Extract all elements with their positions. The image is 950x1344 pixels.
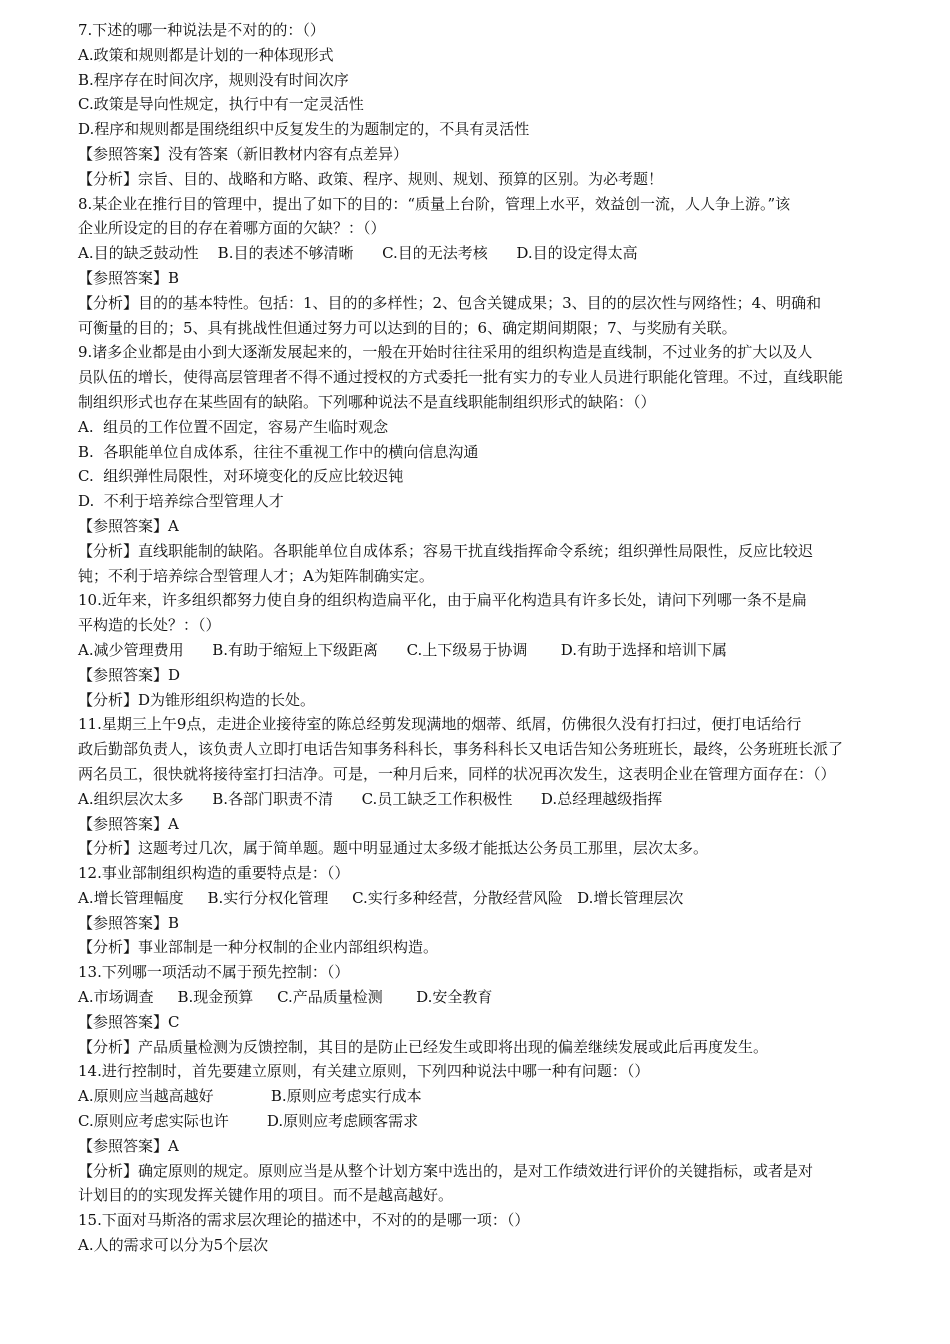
option-d: D.程序和规则都是围绕组织中反复发生的为题制定的，不具有灵活性: [78, 120, 530, 139]
options-row: A.组织层次太多 B.各部门职责不清 C.员工缺乏工作积极性 D.总经理越级指挥: [78, 789, 663, 808]
question-15: [78, 1208, 906, 1258]
option-b: B.程序存在时间次序，规则没有时间次序: [78, 70, 349, 89]
option-a: A.政策和规则都是计划的一种体现形式: [78, 45, 334, 64]
analysis-line: 【分析】直线职能制的缺陷。各职能单位自成体系；容易干扰直线指挥命令系统；组织弹性局限性，反应比较迟: [78, 541, 814, 560]
option-c: C.政策是导向性规定，执行中有一定灵活性: [78, 95, 364, 114]
analysis-line: 【分析】目的的基本特性。包括：1、目的的多样性；2、包含关键成果；3、目的的层次性与网络性；4、明确和: [78, 293, 822, 312]
question-text: 9.诸多企业都是由小到大逐渐发展起来的，一般在开始时往往采用的组织构造是直线制，不过业务的扩大以及人: [78, 343, 813, 362]
option-b: B. 各职能单位自成体系，往往不重视工作中的横向信息沟通: [78, 442, 479, 461]
analysis-line: 【分析】宗旨、目的、战略和方略、政策、程序、规则、规划、预算的区别。为必考题！: [78, 169, 664, 188]
options-row: A.目的缺乏鼓动性 B.目的表述不够清晰 C.目的无法考核 D.目的设定得太高: [78, 244, 638, 263]
answer-line: 【参照答案】A: [78, 516, 179, 535]
analysis-line: 【分析】确定原则的规定。原则应当是从整个计划方案中选出的，是对工作绩效进行评价的关键指标，或者是对: [78, 1161, 814, 1180]
question-11: [78, 712, 906, 861]
options-row: A.增长管理幅度 B.实行分权化管理 C.实行多种经营，分散经营风险 D.增长管理层次: [78, 888, 684, 907]
question-text: 13.下列哪一项活动不属于预先控制：（）: [78, 963, 350, 982]
analysis-line: 【分析】产品质量检测为反馈控制，其目的是防止已经发生或即将出现的偏差继续发展或此后再度发生。: [78, 1037, 769, 1056]
question-text-cont: 政后勤部负责人，该负责人立即打电话告知事务科科长，事务科科长又电话告知公务班班长，最终，公务班班长派了: [78, 740, 844, 759]
analysis-line: 【分析】这题考过几次，属于简单题。题中明显通过太多级才能抵达公务员工那里，层次太多。: [78, 839, 709, 858]
question-text-cont: 企业所设定的目的存在着哪方面的欠缺？：（）: [78, 219, 386, 238]
question-10: [78, 588, 906, 712]
answer-line: 【参照答案】B: [78, 268, 180, 287]
options-row-2: C.原则应考虑实际也许 D.原则应考虑顾客需求: [78, 1112, 419, 1131]
option-d: D. 不利于培养综合型管理人才: [78, 492, 284, 511]
question-14: [78, 1059, 906, 1208]
analysis-line: 【分析】事业部制是一种分权制的企业内部组织构造。: [78, 938, 439, 957]
question-text: 11.星期三上午9点，走进企业接待室的陈总经剪发现满地的烟蒂、纸屑，仿佛很久没有打扫过，便打电话给行: [78, 715, 802, 734]
option-a: A.人的需求可以分为5个层次: [78, 1236, 269, 1255]
option-a: A. 组员的工作位置不固定，容易产生临时观念: [78, 417, 389, 436]
options-row: A.市场调查 B.现金预算 C.产品质量检测 D.安全教育: [78, 988, 493, 1007]
question-13: [78, 960, 906, 1059]
answer-line: 【参照答案】B: [78, 913, 180, 932]
question-text: 8.某企业在推行目的管理中，提出了如下的目的：“质量上台阶，管理上水平，效益创一流，人人争上游。”该: [78, 194, 791, 213]
question-text: 14.进行控制时，首先要建立原则，有关建立原则，下列四种说法中哪一种有问题：（）: [78, 1062, 650, 1081]
question-text-cont: 平构造的长处？：（）: [78, 616, 221, 635]
question-text: 12.事业部制组织构造的重要特点是：（）: [78, 864, 350, 883]
analysis-line-cont: 计划目的的实现发挥关键作用的项目。而不是越高越好。: [78, 1186, 454, 1205]
option-c: C. 组织弹性局限性，对环境变化的反应比较迟钝: [78, 467, 404, 486]
question-text-cont: 制组织形式也存在某些固有的缺陷。下列哪种说法不是直线职能制组织形式的缺陷：（）: [78, 392, 656, 411]
options-row-1: A.原则应当越高越好 B.原则应考虑实行成本: [78, 1087, 422, 1106]
question-12: [78, 861, 906, 960]
question-9: [78, 340, 906, 588]
analysis-line-cont: 钝；不利于培养综合型管理人才；A为矩阵制确实定。: [78, 566, 434, 585]
question-7: [78, 18, 906, 192]
question-text: 10.近年来，许多组织都努力使自身的组织构造扁平化，由于扁平化构造具有许多长处，请问下列哪一条不是扁: [78, 591, 807, 610]
question-8: [78, 192, 906, 341]
options-row: A.减少管理费用 B.有助于缩短上下级距离 C.上下级易于协调 D.有助于选择和培训下属: [78, 640, 727, 659]
analysis-line-cont: 可衡量的目的；5、具有挑战性但通过努力可以达到的目的；6、确定期间期限；7、与奖励有关联。: [78, 318, 737, 337]
analysis-line: 【分析】D为锥形组织构造的长处。: [78, 690, 316, 709]
question-text: 15.下面对马斯洛的需求层次理论的描述中，不对的的是哪一项：（）: [78, 1211, 530, 1230]
question-text-cont: 员队伍的增长，使得高层管理者不得不通过授权的方式委托一批有实力的专业人员进行职能化管理。不过，直线职能: [78, 368, 844, 387]
answer-line: 【参照答案】A: [78, 1136, 179, 1155]
answer-line: 【参照答案】C: [78, 1012, 180, 1031]
answer-line: 【参照答案】A: [78, 814, 179, 833]
answer-line: 【参照答案】没有答案（新旧教材内容有点差异）: [78, 144, 409, 163]
question-text: 7.下述的哪一种说法是不对的的：（）: [78, 21, 325, 39]
question-text-cont: 两名员工，很快就将接待室打扫洁净。可是，一种月后来，同样的状况再次发生，这表明企业在管理方面存在：（）: [78, 764, 836, 783]
answer-line: 【参照答案】D: [78, 665, 181, 684]
